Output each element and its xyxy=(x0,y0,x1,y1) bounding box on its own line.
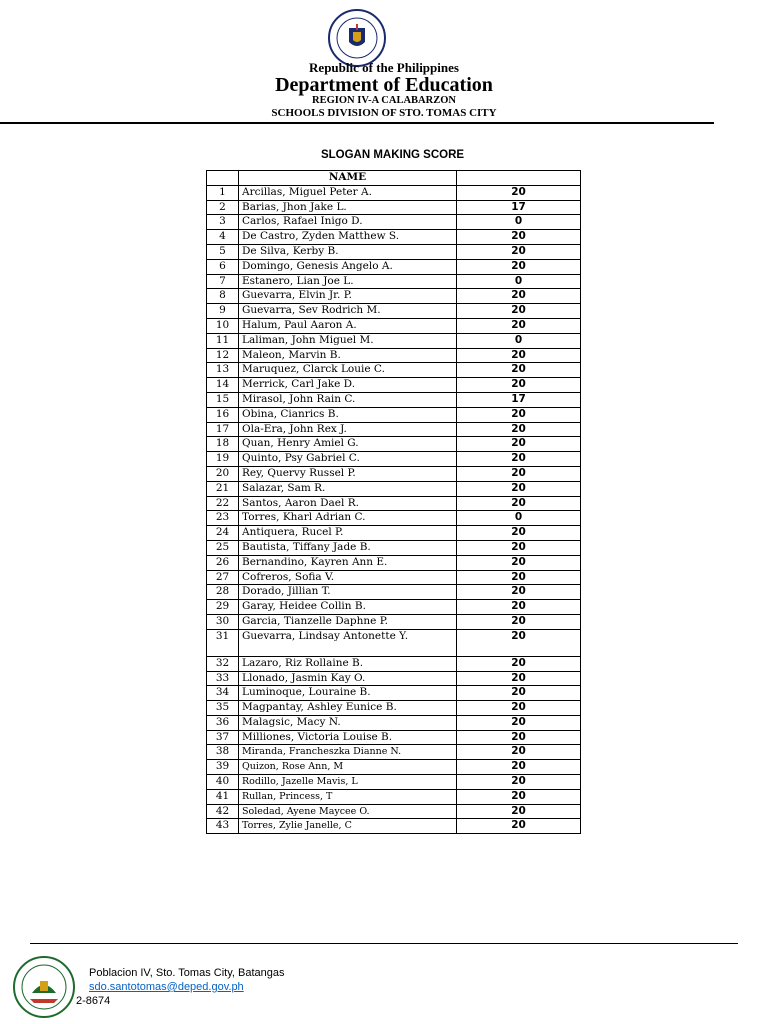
row-number: 3 xyxy=(207,215,239,230)
student-score: 20 xyxy=(457,540,581,555)
table-row xyxy=(207,775,581,790)
row-number: 2 xyxy=(207,200,239,215)
student-name: Arcillas, Miguel Peter A. xyxy=(239,185,457,200)
student-name: Dorado, Jillian T. xyxy=(239,585,457,600)
table-row xyxy=(207,789,581,804)
header-divider xyxy=(0,122,714,124)
table-row xyxy=(207,540,581,555)
student-name: Merrick, Carl Jake D. xyxy=(239,378,457,393)
table-row xyxy=(207,526,581,541)
student-name: Maleon, Marvin B. xyxy=(239,348,457,363)
table-row xyxy=(207,614,581,629)
student-name: Garcia, Tianzelle Daphne P. xyxy=(239,614,457,629)
row-number: 25 xyxy=(207,540,239,555)
table-row xyxy=(207,629,581,656)
row-number: 26 xyxy=(207,555,239,570)
student-name: De Silva, Kerby B. xyxy=(239,244,457,259)
row-number: 19 xyxy=(207,452,239,467)
row-number: 34 xyxy=(207,686,239,701)
student-score: 20 xyxy=(457,629,581,656)
row-number: 31 xyxy=(207,629,239,656)
student-score: 20 xyxy=(457,686,581,701)
row-number: 37 xyxy=(207,730,239,745)
student-name: Luminoque, Louraine B. xyxy=(239,686,457,701)
student-score: 17 xyxy=(457,200,581,215)
table-row xyxy=(207,656,581,671)
table-row xyxy=(207,304,581,319)
student-name: Domingo, Genesis Angelo A. xyxy=(239,259,457,274)
student-score: 20 xyxy=(457,656,581,671)
student-score: 20 xyxy=(457,526,581,541)
student-name: Torres, Zylie Janelle, C xyxy=(239,819,457,834)
student-name: Guevarra, Sev Rodrich M. xyxy=(239,304,457,319)
student-name: Milliones, Victoria Louise B. xyxy=(239,730,457,745)
row-number: 13 xyxy=(207,363,239,378)
student-name: Miranda, Francheszka Dianne N. xyxy=(239,745,457,760)
row-number: 21 xyxy=(207,481,239,496)
table-row xyxy=(207,671,581,686)
student-name: Maruquez, Clarck Louie C. xyxy=(239,363,457,378)
student-score: 20 xyxy=(457,481,581,496)
table-row xyxy=(207,730,581,745)
student-name: Rullan, Princess, T xyxy=(239,789,457,804)
row-number: 1 xyxy=(207,185,239,200)
student-score: 20 xyxy=(457,437,581,452)
student-score: 0 xyxy=(457,274,581,289)
student-name: Cofreros, Sofia V. xyxy=(239,570,457,585)
student-name: Quan, Henry Amiel G. xyxy=(239,437,457,452)
table-row xyxy=(207,318,581,333)
table-row xyxy=(207,289,581,304)
table-row xyxy=(207,819,581,834)
student-score: 20 xyxy=(457,230,581,245)
department-of-education-seal-icon xyxy=(12,955,76,1019)
row-number: 43 xyxy=(207,819,239,834)
student-score: 20 xyxy=(457,304,581,319)
row-number: 41 xyxy=(207,789,239,804)
row-number: 18 xyxy=(207,437,239,452)
student-score: 20 xyxy=(457,348,581,363)
row-number: 7 xyxy=(207,274,239,289)
region-heading: REGION IV-A CALABARZON xyxy=(312,95,456,106)
footer-divider xyxy=(30,943,738,944)
row-number: 16 xyxy=(207,407,239,422)
table-row xyxy=(207,496,581,511)
student-score: 20 xyxy=(457,730,581,745)
student-name: Bernandino, Kayren Ann E. xyxy=(239,555,457,570)
student-name: Mirasol, John Rain C. xyxy=(239,392,457,407)
row-number: 8 xyxy=(207,289,239,304)
student-name: Quinto, Psy Gabriel C. xyxy=(239,452,457,467)
student-score: 20 xyxy=(457,185,581,200)
row-number: 39 xyxy=(207,760,239,775)
table-row xyxy=(207,200,581,215)
row-number: 33 xyxy=(207,671,239,686)
table-row xyxy=(207,274,581,289)
student-score: 20 xyxy=(457,422,581,437)
student-score: 20 xyxy=(457,452,581,467)
student-name: Magpantay, Ashley Eunice B. xyxy=(239,701,457,716)
student-name: Rodillo, Jazelle Mavis, L xyxy=(239,775,457,790)
student-name: Obina, Cianrics B. xyxy=(239,407,457,422)
student-name: Barias, Jhon Jake L. xyxy=(239,200,457,215)
table-header-row xyxy=(207,171,581,186)
table-row xyxy=(207,804,581,819)
row-number: 11 xyxy=(207,333,239,348)
footer-address: Poblacion IV, Sto. Tomas City, Batangas xyxy=(89,967,285,979)
table-row xyxy=(207,715,581,730)
row-number: 6 xyxy=(207,259,239,274)
row-number: 23 xyxy=(207,511,239,526)
student-score: 20 xyxy=(457,760,581,775)
table-row xyxy=(207,185,581,200)
table-row xyxy=(207,585,581,600)
student-score: 20 xyxy=(457,318,581,333)
division-heading: SCHOOLS DIVISION OF STO. TOMAS CITY xyxy=(271,107,497,119)
row-number: 14 xyxy=(207,378,239,393)
table-row xyxy=(207,392,581,407)
table-row xyxy=(207,555,581,570)
student-score: 20 xyxy=(457,775,581,790)
table-row xyxy=(207,333,581,348)
name-column-header: NAME xyxy=(239,171,457,186)
department-heading: Department of Education xyxy=(275,74,493,96)
student-name: De Castro, Zyden Matthew S. xyxy=(239,230,457,245)
student-name: Lazaro, Riz Rollaine B. xyxy=(239,656,457,671)
student-score: 20 xyxy=(457,819,581,834)
student-name: Antiquera, Rucel P. xyxy=(239,526,457,541)
student-score: 20 xyxy=(457,671,581,686)
table-row xyxy=(207,760,581,775)
student-name: Llonado, Jasmin Kay O. xyxy=(239,671,457,686)
student-score: 20 xyxy=(457,715,581,730)
table-row xyxy=(207,230,581,245)
table-row xyxy=(207,215,581,230)
student-name: Malagsic, Macy N. xyxy=(239,715,457,730)
student-score: 0 xyxy=(457,511,581,526)
student-name: Carlos, Rafael Inigo D. xyxy=(239,215,457,230)
student-score: 20 xyxy=(457,378,581,393)
row-number: 10 xyxy=(207,318,239,333)
table-row xyxy=(207,244,581,259)
student-name: Guevarra, Lindsay Antonette Y. xyxy=(239,629,457,656)
table-row xyxy=(207,600,581,615)
student-name: Guevarra, Elvin Jr. P. xyxy=(239,289,457,304)
table-row xyxy=(207,570,581,585)
student-score: 20 xyxy=(457,407,581,422)
student-name: Santos, Aaron Dael R. xyxy=(239,496,457,511)
deped-seal-logo xyxy=(323,8,391,68)
student-name: Soledad, Ayene Maycee O. xyxy=(239,804,457,819)
score-table-body xyxy=(207,185,581,833)
row-number: 5 xyxy=(207,244,239,259)
student-score: 20 xyxy=(457,289,581,304)
student-score: 20 xyxy=(457,745,581,760)
student-name: Bautista, Tiffany Jade B. xyxy=(239,540,457,555)
student-name: Ola-Era, John Rex J. xyxy=(239,422,457,437)
row-number: 29 xyxy=(207,600,239,615)
row-number: 4 xyxy=(207,230,239,245)
table-row xyxy=(207,259,581,274)
footer-phone: 2-8674 xyxy=(76,995,111,1007)
student-score: 20 xyxy=(457,466,581,481)
row-number: 38 xyxy=(207,745,239,760)
row-number: 22 xyxy=(207,496,239,511)
student-score: 20 xyxy=(457,789,581,804)
student-name: Quizon, Rose Ann, M xyxy=(239,760,457,775)
republic-heading: Republic of the Philippines xyxy=(309,60,459,75)
student-score: 20 xyxy=(457,585,581,600)
student-name: Rey, Quervy Russel P. xyxy=(239,466,457,481)
row-number: 9 xyxy=(207,304,239,319)
table-row xyxy=(207,378,581,393)
student-score: 20 xyxy=(457,804,581,819)
row-number: 17 xyxy=(207,422,239,437)
student-score: 17 xyxy=(457,392,581,407)
table-row xyxy=(207,407,581,422)
student-score: 20 xyxy=(457,614,581,629)
student-score: 20 xyxy=(457,701,581,716)
table-row xyxy=(207,481,581,496)
table-row xyxy=(207,422,581,437)
footer-email-link[interactable]: sdo.santotomas@deped.gov.ph xyxy=(89,981,244,993)
row-number: 30 xyxy=(207,614,239,629)
row-number: 40 xyxy=(207,775,239,790)
table-row xyxy=(207,466,581,481)
table-row xyxy=(207,701,581,716)
student-score: 20 xyxy=(457,259,581,274)
student-name: Estanero, Lian Joe L. xyxy=(239,274,457,289)
student-score: 20 xyxy=(457,244,581,259)
student-name: Laliman, John Miguel M. xyxy=(239,333,457,348)
student-name: Salazar, Sam R. xyxy=(239,481,457,496)
student-score: 20 xyxy=(457,363,581,378)
table-row xyxy=(207,686,581,701)
document-title: SLOGAN MAKING SCORE xyxy=(320,149,465,161)
student-score: 20 xyxy=(457,496,581,511)
table-row xyxy=(207,452,581,467)
score-table xyxy=(206,170,581,834)
number-column-header xyxy=(207,171,239,186)
student-score: 20 xyxy=(457,570,581,585)
student-score: 20 xyxy=(457,555,581,570)
row-number: 42 xyxy=(207,804,239,819)
row-number: 27 xyxy=(207,570,239,585)
row-number: 35 xyxy=(207,701,239,716)
row-number: 32 xyxy=(207,656,239,671)
row-number: 24 xyxy=(207,526,239,541)
student-name: Garay, Heidee Collin B. xyxy=(239,600,457,615)
row-number: 12 xyxy=(207,348,239,363)
row-number: 28 xyxy=(207,585,239,600)
row-number: 20 xyxy=(207,466,239,481)
table-row xyxy=(207,363,581,378)
student-score: 0 xyxy=(457,333,581,348)
row-number: 36 xyxy=(207,715,239,730)
student-score: 0 xyxy=(457,215,581,230)
table-row xyxy=(207,745,581,760)
table-row xyxy=(207,437,581,452)
student-score: 20 xyxy=(457,600,581,615)
score-column-header xyxy=(457,171,581,186)
table-row xyxy=(207,511,581,526)
student-name: Torres, Kharl Adrian C. xyxy=(239,511,457,526)
student-name: Halum, Paul Aaron A. xyxy=(239,318,457,333)
table-row xyxy=(207,348,581,363)
row-number: 15 xyxy=(207,392,239,407)
